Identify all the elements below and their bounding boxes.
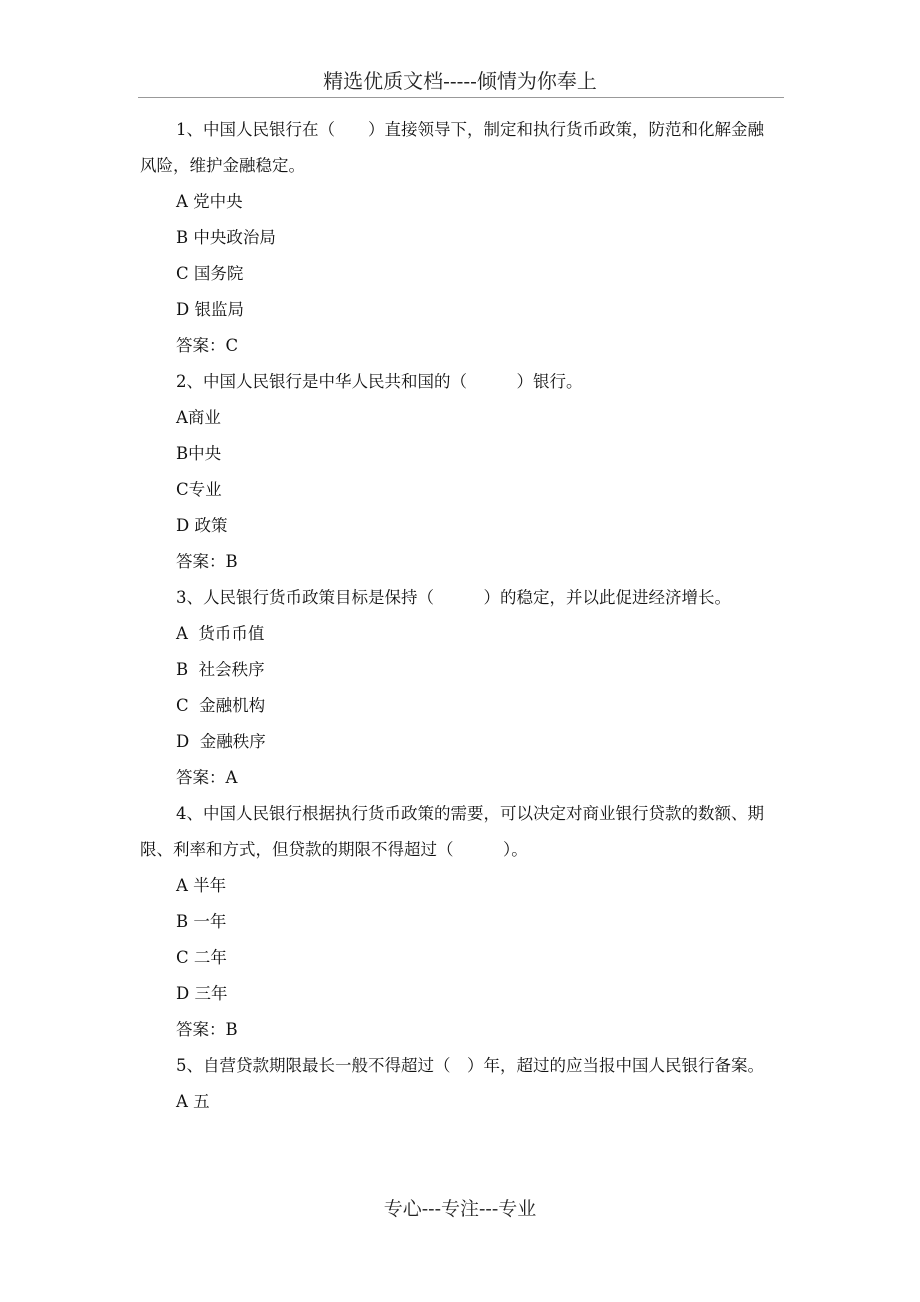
option-a: A 五 xyxy=(176,1092,210,1111)
page-footer: 专心---专注---专业 xyxy=(383,1198,537,1220)
answer: 答案：B xyxy=(176,1020,238,1039)
option-a: A 货币币值 xyxy=(176,624,265,643)
option-c: C 国务院 xyxy=(176,264,244,283)
page-header-title: 精选优质文档-----倾情为你奉上 xyxy=(323,69,597,93)
option-d: D 金融秩序 xyxy=(176,732,266,751)
question-1 xyxy=(140,112,780,364)
question-text: 5、自营贷款期限最长一般不得超过（ ）年，超过的应当报中国人民银行备案。 xyxy=(176,1056,764,1075)
option-d: D 银监局 xyxy=(176,300,244,319)
question-text: 1、中国人民银行在（ ）直接领导下，制定和执行货币政策，防范和化解金融风险，维护金融稳定。 xyxy=(140,120,764,175)
question-text: 4、中国人民银行根据执行货币政策的需要，可以决定对商业银行贷款的数额、期限、利率和方式，但贷款的期限不得超过（ ）。 xyxy=(140,804,764,859)
question-text: 3、人民银行货币政策目标是保持（ ）的稳定，并以此促进经济增长。 xyxy=(176,588,731,607)
answer: 答案：C xyxy=(176,336,239,355)
question-4 xyxy=(140,796,780,1048)
option-d: D 三年 xyxy=(176,984,228,1003)
option-c: C 金融机构 xyxy=(176,696,266,715)
option-b: B中央 xyxy=(176,444,222,463)
option-a: A 半年 xyxy=(176,876,227,895)
option-d: D 政策 xyxy=(176,516,228,535)
option-b: B 一年 xyxy=(176,912,227,931)
header-divider xyxy=(138,97,784,98)
option-b: B 中央政治局 xyxy=(176,228,276,247)
question-5 xyxy=(140,1048,780,1120)
question-2 xyxy=(140,364,780,580)
answer: 答案：B xyxy=(176,552,238,571)
option-c: C 二年 xyxy=(176,948,227,967)
question-3 xyxy=(140,580,780,796)
option-a: A 党中央 xyxy=(176,192,243,211)
option-b: B 社会秩序 xyxy=(176,660,265,679)
option-c: C专业 xyxy=(176,480,222,499)
answer: 答案：A xyxy=(176,768,238,787)
option-a: A商业 xyxy=(176,408,221,427)
document-body xyxy=(140,112,780,1120)
question-text: 2、中国人民银行是中华人民共和国的（ ）银行。 xyxy=(176,372,583,391)
